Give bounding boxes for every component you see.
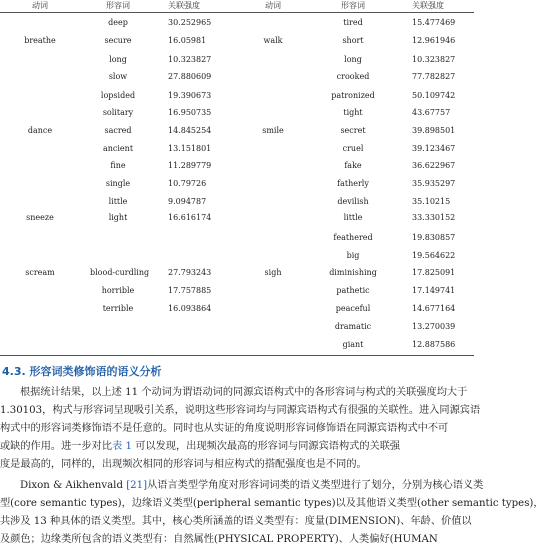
paragraph-text: 构式中的形容词类修饰语不是任意的。同时也从实证的角度说明形容词修饰语在同源宾语构式中不可 [0,423,449,434]
paragraph-line [0,420,474,438]
right-row-adj: tight [343,108,363,117]
left-row-value: 10.323827 [168,55,212,64]
right-row-value: 33.330152 [412,213,456,222]
paragraph-text: 1.30103，构式与形容词呈现吸引关系，说明这些形容词均与同源宾语构式有很强的关联性。进入同源宾语 [0,405,481,416]
right-row-adj: peaceful [335,304,371,313]
table-bottom-rule [0,355,474,356]
left-row-adj: fine [110,161,126,170]
section-heading [0,362,474,380]
left-row-adj: horrible [101,286,135,295]
paragraph-text: 可以发现，出现频次最高的形容词与同源宾语构式的关联强 [131,441,401,452]
paragraph-line [0,495,544,513]
right-row-adj: fatherly [337,179,369,188]
right-row-value: 77.782827 [412,72,456,81]
right-row-value: 35.10215 [412,197,451,206]
right-row-value: 14.677164 [412,304,456,313]
left-row-value: 27.793243 [168,268,212,277]
left-row-value: 16.05981 [168,36,207,45]
verb-walk: walk [263,36,283,45]
paragraph-line [0,402,481,420]
table-1-link[interactable]: 表 1 [112,441,132,452]
right-row-adj: long [344,55,362,64]
left-row-value: 16.616174 [168,213,212,222]
paragraph-text: 或缺的作用。进一步对比 [0,441,113,452]
paragraph-text: 从语言类型学角度对形容词词类的语义类型进行了划分，分别为核心语义类 [147,480,484,491]
paragraph-text: Dixon & Aikhenvald [20,480,127,491]
right-row-adj: tired [343,18,363,27]
paragraph-text: 及颜色；边缘类所包含的语义类型有：自然属性(PHYSICAL PROPERTY)、人类偏好(HUMAN [0,534,438,545]
left-row-value: 11.289779 [168,161,212,170]
verb-sigh: sigh [264,268,282,277]
left-row-adj: slow [108,72,128,81]
paragraph-text: 共涉及 13 种具体的语义类型。其中，核心类所涵盖的语义类型有：度量(DIMENSION)、年龄、价值以 [0,516,472,527]
right-row-adj: dramatic [334,322,372,331]
left-row-adj: blood-curdling [90,268,150,277]
right-row-adj: patronized [331,91,375,100]
left-row-value: 9.094787 [168,197,207,206]
left-row-value: 10.79726 [168,179,207,188]
paragraph-line [0,513,474,531]
paragraph-line [0,384,474,402]
header-strength: 关联强度 [168,1,200,10]
right-row-value: 17.825091 [412,268,456,277]
right-row-value: 43.67757 [412,108,451,117]
paragraph-text: 根据统计结果，以上述 11 个动词为谓语动词的同源宾语构式中的各形容词与构式的关联强度均大于 [20,387,468,398]
verb-sneeze: sneeze [26,213,54,222]
paragraph-line [0,531,474,549]
right-row-adj: devilish [337,197,369,206]
left-row-adj: solitary [102,108,134,117]
verb-smile: smile [262,126,284,135]
left-row-adj: light [108,213,128,222]
header-adjective-2: 形容词 [341,1,365,10]
left-row-adj: terrible [102,304,134,313]
left-row-value: 17.757885 [168,286,212,295]
paragraph-line [0,477,484,495]
right-row-adj: secret [340,126,366,135]
right-row-adj: little [343,213,363,222]
right-row-adj: fake [344,161,362,170]
right-row-value: 12.887586 [412,340,456,349]
right-row-value: 36.622967 [412,161,456,170]
right-row-adj: feathered [333,233,373,242]
right-row-adj: pathetic [336,286,370,295]
right-row-value: 17.149741 [412,286,456,295]
right-row-value: 13.270039 [412,322,456,331]
paragraph-line [0,438,474,456]
right-row-value: 50.109742 [412,91,456,100]
section-number: 4.3. [2,365,26,378]
left-row-value: 30.252965 [168,18,212,27]
right-row-adj: giant [342,340,364,349]
verb-scream: scream [25,268,55,277]
right-row-value: 39.123467 [412,144,456,153]
left-row-adj: long [109,55,127,64]
section-heading-text [2,363,162,379]
header-adjective: 形容词 [106,1,130,10]
header-verb-2: 动词 [265,1,281,10]
right-row-value: 19.564622 [412,251,456,260]
header-verb: 动词 [32,1,48,10]
right-row-value: 39.898501 [412,126,456,135]
verb-dance: dance [27,126,53,135]
left-row-adj: secure [104,36,132,45]
right-row-adj: short [342,36,364,45]
right-row-value: 19.830857 [412,233,456,242]
left-row-adj: deep [108,18,128,27]
right-row-adj: big [346,251,360,260]
paragraph-text: 型(core semantic types)，边缘语义类型(peripheral semantic types)以及其他语义类型(other semantic types)， [0,498,544,509]
left-row-value: 16.950735 [168,108,212,117]
left-row-value: 14.845254 [168,126,212,135]
header-strength-2: 关联强度 [412,1,444,10]
section-title: 形容词类修饰语的语义分析 [29,365,162,378]
verb-breathe: breathe [24,36,56,45]
right-row-value: 12.961946 [412,36,456,45]
right-row-adj: diminishing [329,268,377,277]
right-row-value: 15.477469 [412,18,456,27]
right-row-adj: crooked [336,72,370,81]
left-row-value: 13.151801 [168,144,212,153]
left-row-adj: ancient [102,144,134,153]
left-row-adj: single [105,179,131,188]
paragraph-line [0,456,474,474]
paragraph-text: 度是最高的，同样的，出现频次相同的形容词与相应构式的搭配强度也是不同的。 [0,459,367,470]
table-header [0,0,474,13]
right-row-value: 10.323827 [412,55,456,64]
left-row-adj: little [108,197,128,206]
reference-21-link[interactable]: [21] [126,480,148,491]
left-row-value: 27.880609 [168,72,212,81]
left-row-adj: lopsided [100,91,136,100]
right-row-adj: cruel [342,144,364,153]
left-row-adj: sacred [104,126,132,135]
right-row-value: 35.935297 [412,179,456,188]
left-row-value: 19.390673 [168,91,212,100]
left-row-value: 16.093864 [168,304,212,313]
